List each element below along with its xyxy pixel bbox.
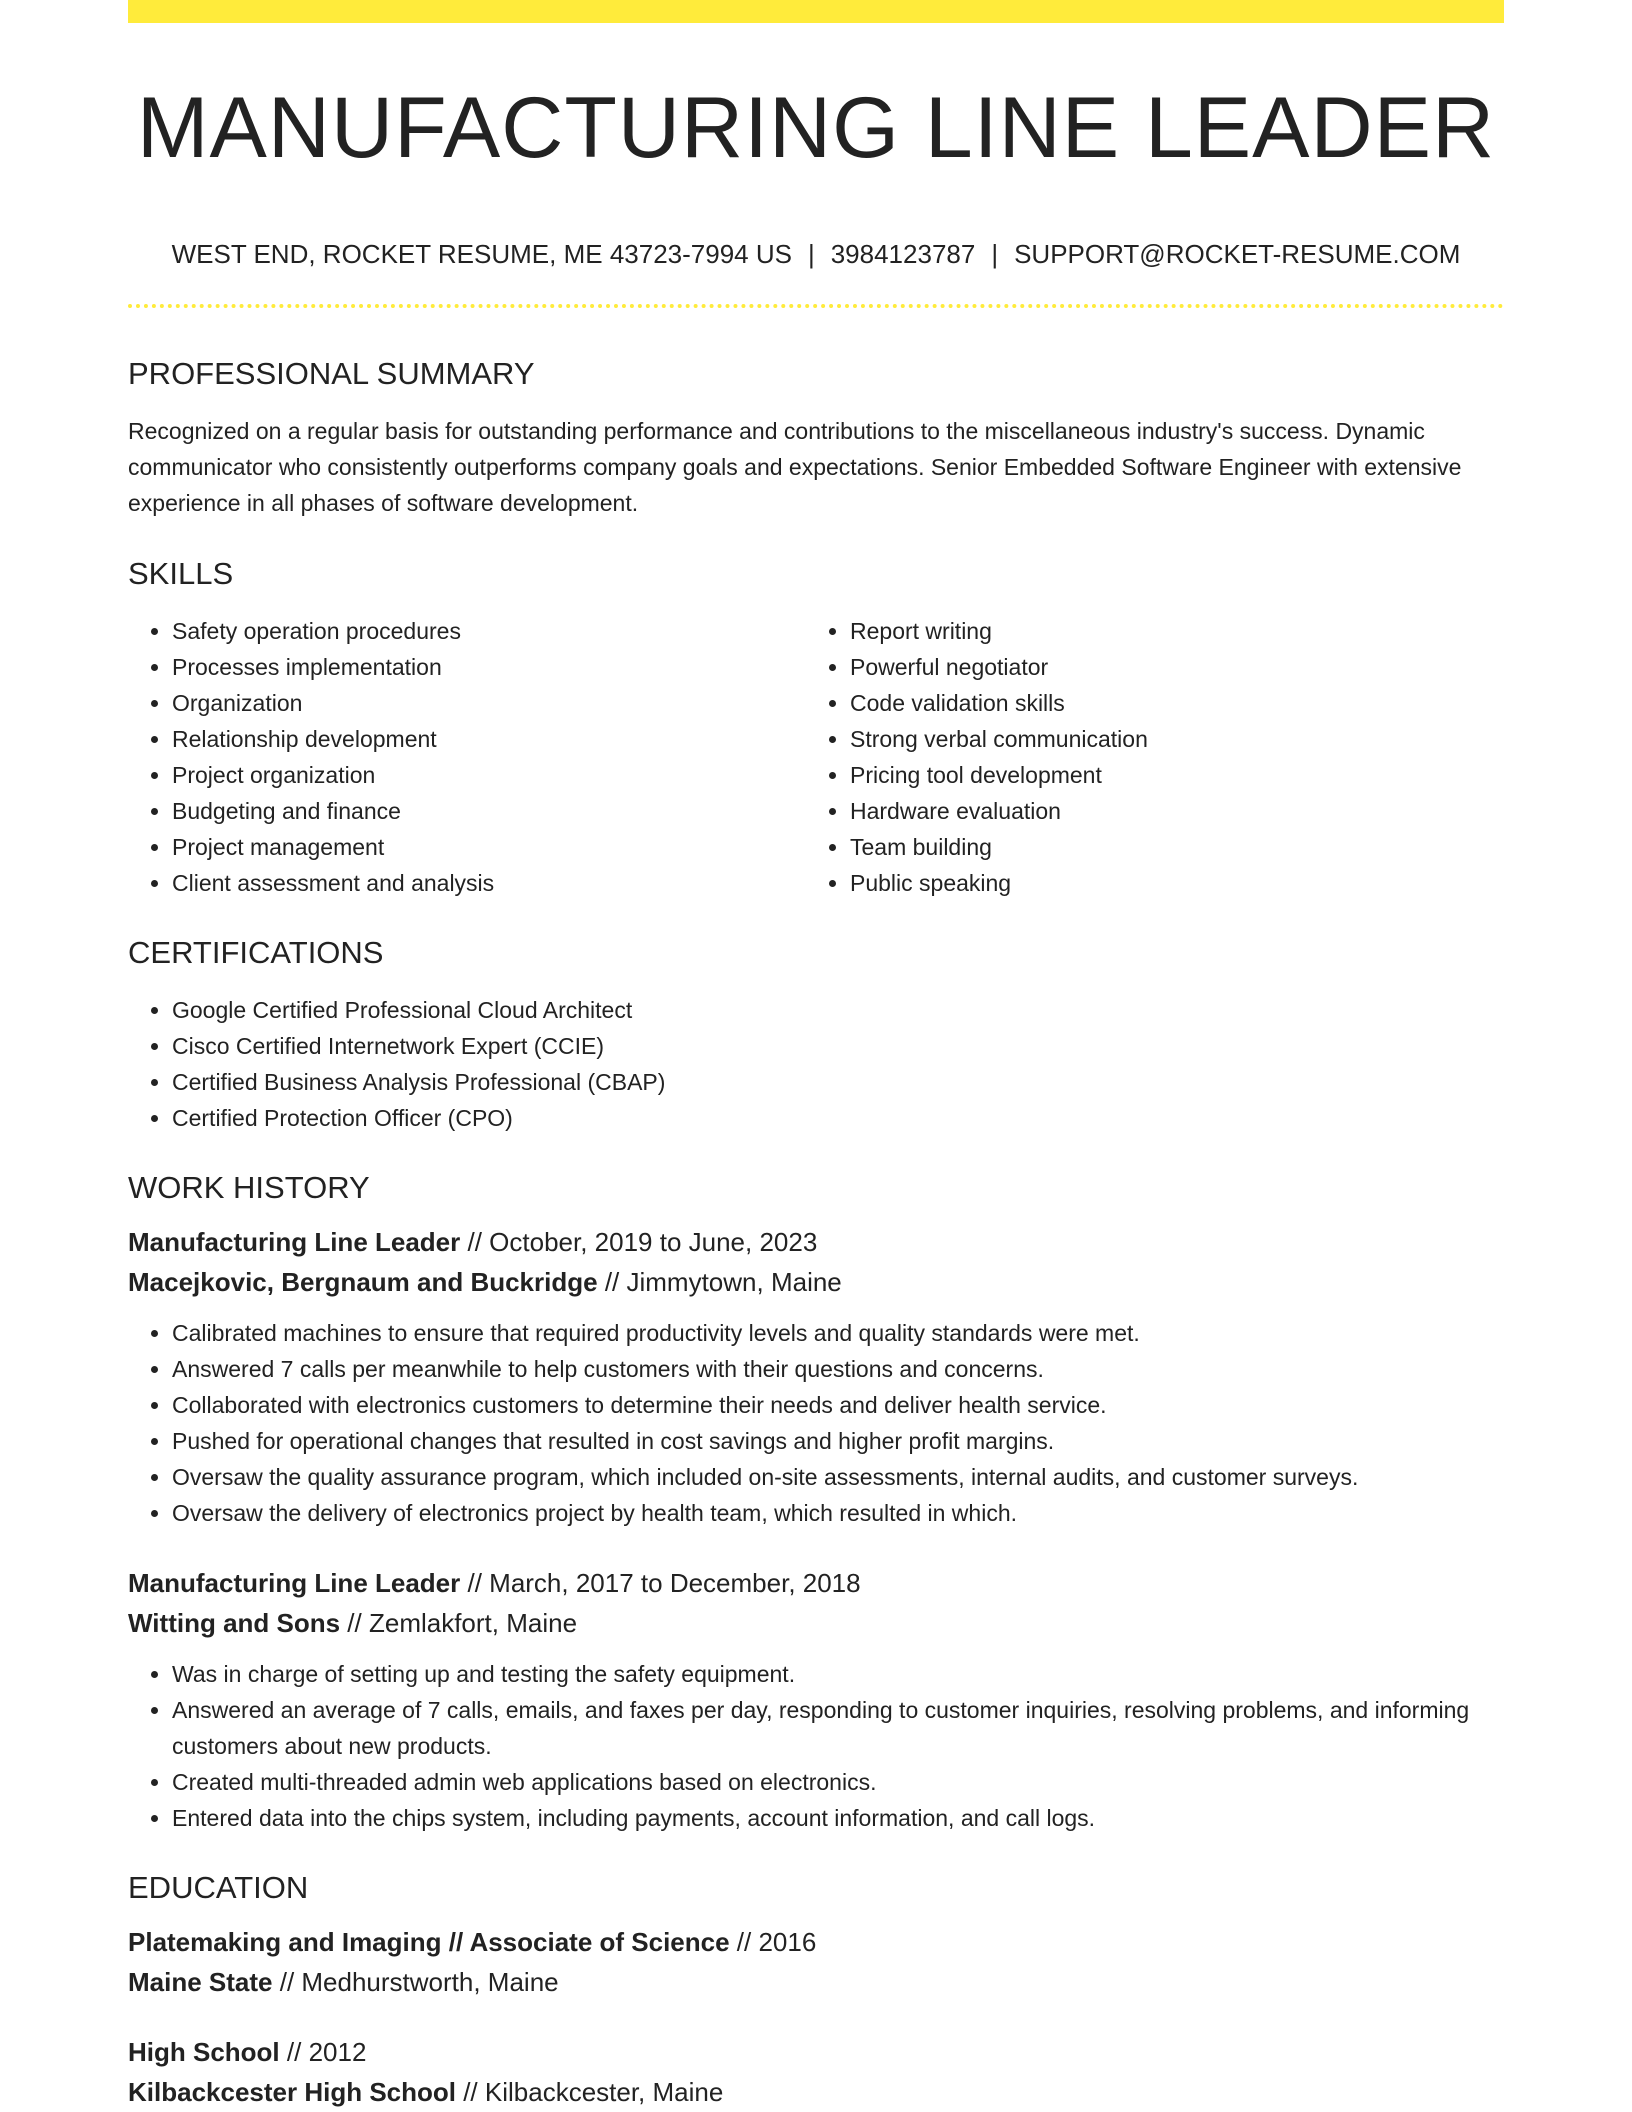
job-bullet: • Collaborated with electronics customers to determine their needs and deliver health service. bbox=[172, 1387, 1504, 1423]
job-company: Macejkovic, Bergnaum and Buckridge bbox=[128, 1267, 598, 1297]
job-bullet: • Calibrated machines to ensure that required productivity levels and quality standards were met. bbox=[172, 1315, 1504, 1351]
skill-item: • Powerful negotiator bbox=[850, 649, 1484, 685]
education-degree-line bbox=[128, 2032, 1504, 2072]
summary-heading: PROFESSIONAL SUMMARY bbox=[128, 356, 535, 391]
job-entry bbox=[128, 1222, 1504, 1531]
education-school-line bbox=[128, 1962, 1504, 2002]
job-bullet: • Pushed for operational changes that resulted in cost savings and higher profit margins. bbox=[172, 1423, 1504, 1459]
education-degree: High School bbox=[128, 2037, 280, 2067]
skill-item: • Safety operation procedures bbox=[172, 613, 806, 649]
work-history-heading: WORK HISTORY bbox=[128, 1170, 370, 1205]
skill-item: • Strong verbal communication bbox=[850, 721, 1484, 757]
education-degree-line bbox=[128, 1922, 1504, 1962]
education-school: Maine State bbox=[128, 1967, 273, 1997]
job-bullet: • Created multi-threaded admin web applications based on electronics. bbox=[172, 1764, 1504, 1800]
job-bullet: • Answered 7 calls per meanwhile to help customers with their questions and concerns. bbox=[172, 1351, 1504, 1387]
education-school: Kilbackcester High School bbox=[128, 2077, 456, 2107]
skill-item: • Team building bbox=[850, 829, 1484, 865]
skills-column-left bbox=[128, 613, 806, 901]
contact-phone: 3984123787 bbox=[830, 239, 976, 269]
contact-separator: | bbox=[991, 239, 999, 269]
job-bullet: • Oversaw the delivery of electronics project by health team, which resulted in which. bbox=[172, 1495, 1504, 1531]
resume-page bbox=[128, 0, 1504, 2112]
resume-title: MANUFACTURING LINE LEADER bbox=[136, 80, 1496, 176]
job-company: Witting and Sons bbox=[128, 1608, 341, 1638]
skill-item: • Processes implementation bbox=[172, 649, 806, 685]
education-location: // Kilbackcester, Maine bbox=[455, 2077, 724, 2107]
summary-text: Recognized on a regular basis for outstanding performance and contributions to the miscellaneous industry's success. Dynamic communicator who consistently outperforms company goals and expectations. Senior Embedded Software Engineer with extensive experience in all phases of software development. bbox=[128, 418, 1462, 516]
job-company-line bbox=[128, 1603, 1504, 1643]
education-entry bbox=[128, 2032, 1504, 2112]
education-degree: Platemaking and Imaging // Associate of Science bbox=[128, 1927, 730, 1957]
certifications-list bbox=[128, 992, 1504, 1136]
certification-item: • Google Certified Professional Cloud Architect bbox=[172, 992, 1504, 1028]
certification-item: • Cisco Certified Internetwork Expert (CCIE) bbox=[172, 1028, 1504, 1064]
contact-email[interactable]: SUPPORT@ROCKET-RESUME.COM bbox=[1014, 239, 1461, 269]
job-location: // Zemlakfort, Maine bbox=[340, 1608, 578, 1638]
skill-item: • Budgeting and finance bbox=[172, 793, 806, 829]
certifications-heading: CERTIFICATIONS bbox=[128, 935, 384, 970]
skill-item: • Public speaking bbox=[850, 865, 1484, 901]
job-role: Manufacturing Line Leader bbox=[128, 1227, 461, 1257]
job-dates: // October, 2019 to June, 2023 bbox=[460, 1227, 818, 1257]
contact-line bbox=[128, 241, 1504, 267]
job-bullets bbox=[128, 1656, 1504, 1836]
job-bullet: • Entered data into the chips system, including payments, account information, and call logs. bbox=[172, 1800, 1504, 1836]
education-year: // 2012 bbox=[279, 2037, 367, 2067]
skills-column-right bbox=[806, 613, 1484, 901]
education-school-line bbox=[128, 2072, 1504, 2112]
certification-item: • Certified Protection Officer (CPO) bbox=[172, 1100, 1504, 1136]
education-entry bbox=[128, 1922, 1504, 2002]
job-bullet: • Answered an average of 7 calls, emails, and faxes per day, responding to customer inquiries, resolving problems, and informing customers about new products. bbox=[172, 1692, 1504, 1764]
skills-grid bbox=[128, 613, 1504, 901]
skill-item: • Organization bbox=[172, 685, 806, 721]
job-bullet: • Was in charge of setting up and testing the safety equipment. bbox=[172, 1656, 1504, 1692]
skill-item: • Relationship development bbox=[172, 721, 806, 757]
skill-item: • Project management bbox=[172, 829, 806, 865]
skill-item: • Hardware evaluation bbox=[850, 793, 1484, 829]
job-title-line bbox=[128, 1222, 1504, 1262]
job-bullets bbox=[128, 1315, 1504, 1531]
skill-item: • Client assessment and analysis bbox=[172, 865, 806, 901]
skill-item: • Project organization bbox=[172, 757, 806, 793]
skill-item: • Report writing bbox=[850, 613, 1484, 649]
skills-heading: SKILLS bbox=[128, 556, 234, 591]
contact-address: WEST END, ROCKET RESUME, ME 43723-7994 US bbox=[171, 239, 792, 269]
job-role: Manufacturing Line Leader bbox=[128, 1568, 461, 1598]
job-bullet: • Oversaw the quality assurance program, which included on-site assessments, internal audits, and customer surveys. bbox=[172, 1459, 1504, 1495]
skill-item: • Pricing tool development bbox=[850, 757, 1484, 793]
education-heading: EDUCATION bbox=[128, 1870, 309, 1905]
top-accent-bar bbox=[128, 0, 1504, 23]
skill-item: • Code validation skills bbox=[850, 685, 1484, 721]
job-dates: // March, 2017 to December, 2018 bbox=[460, 1568, 861, 1598]
education-location: // Medhurstworth, Maine bbox=[272, 1967, 559, 1997]
education-year: // 2016 bbox=[729, 1927, 817, 1957]
job-location: // Jimmytown, Maine bbox=[597, 1267, 842, 1297]
certification-item: • Certified Business Analysis Professional (CBAP) bbox=[172, 1064, 1504, 1100]
contact-separator: | bbox=[807, 239, 815, 269]
job-entry bbox=[128, 1563, 1504, 1836]
job-title-line bbox=[128, 1563, 1504, 1603]
dotted-divider bbox=[128, 304, 1504, 308]
job-company-line bbox=[128, 1262, 1504, 1302]
